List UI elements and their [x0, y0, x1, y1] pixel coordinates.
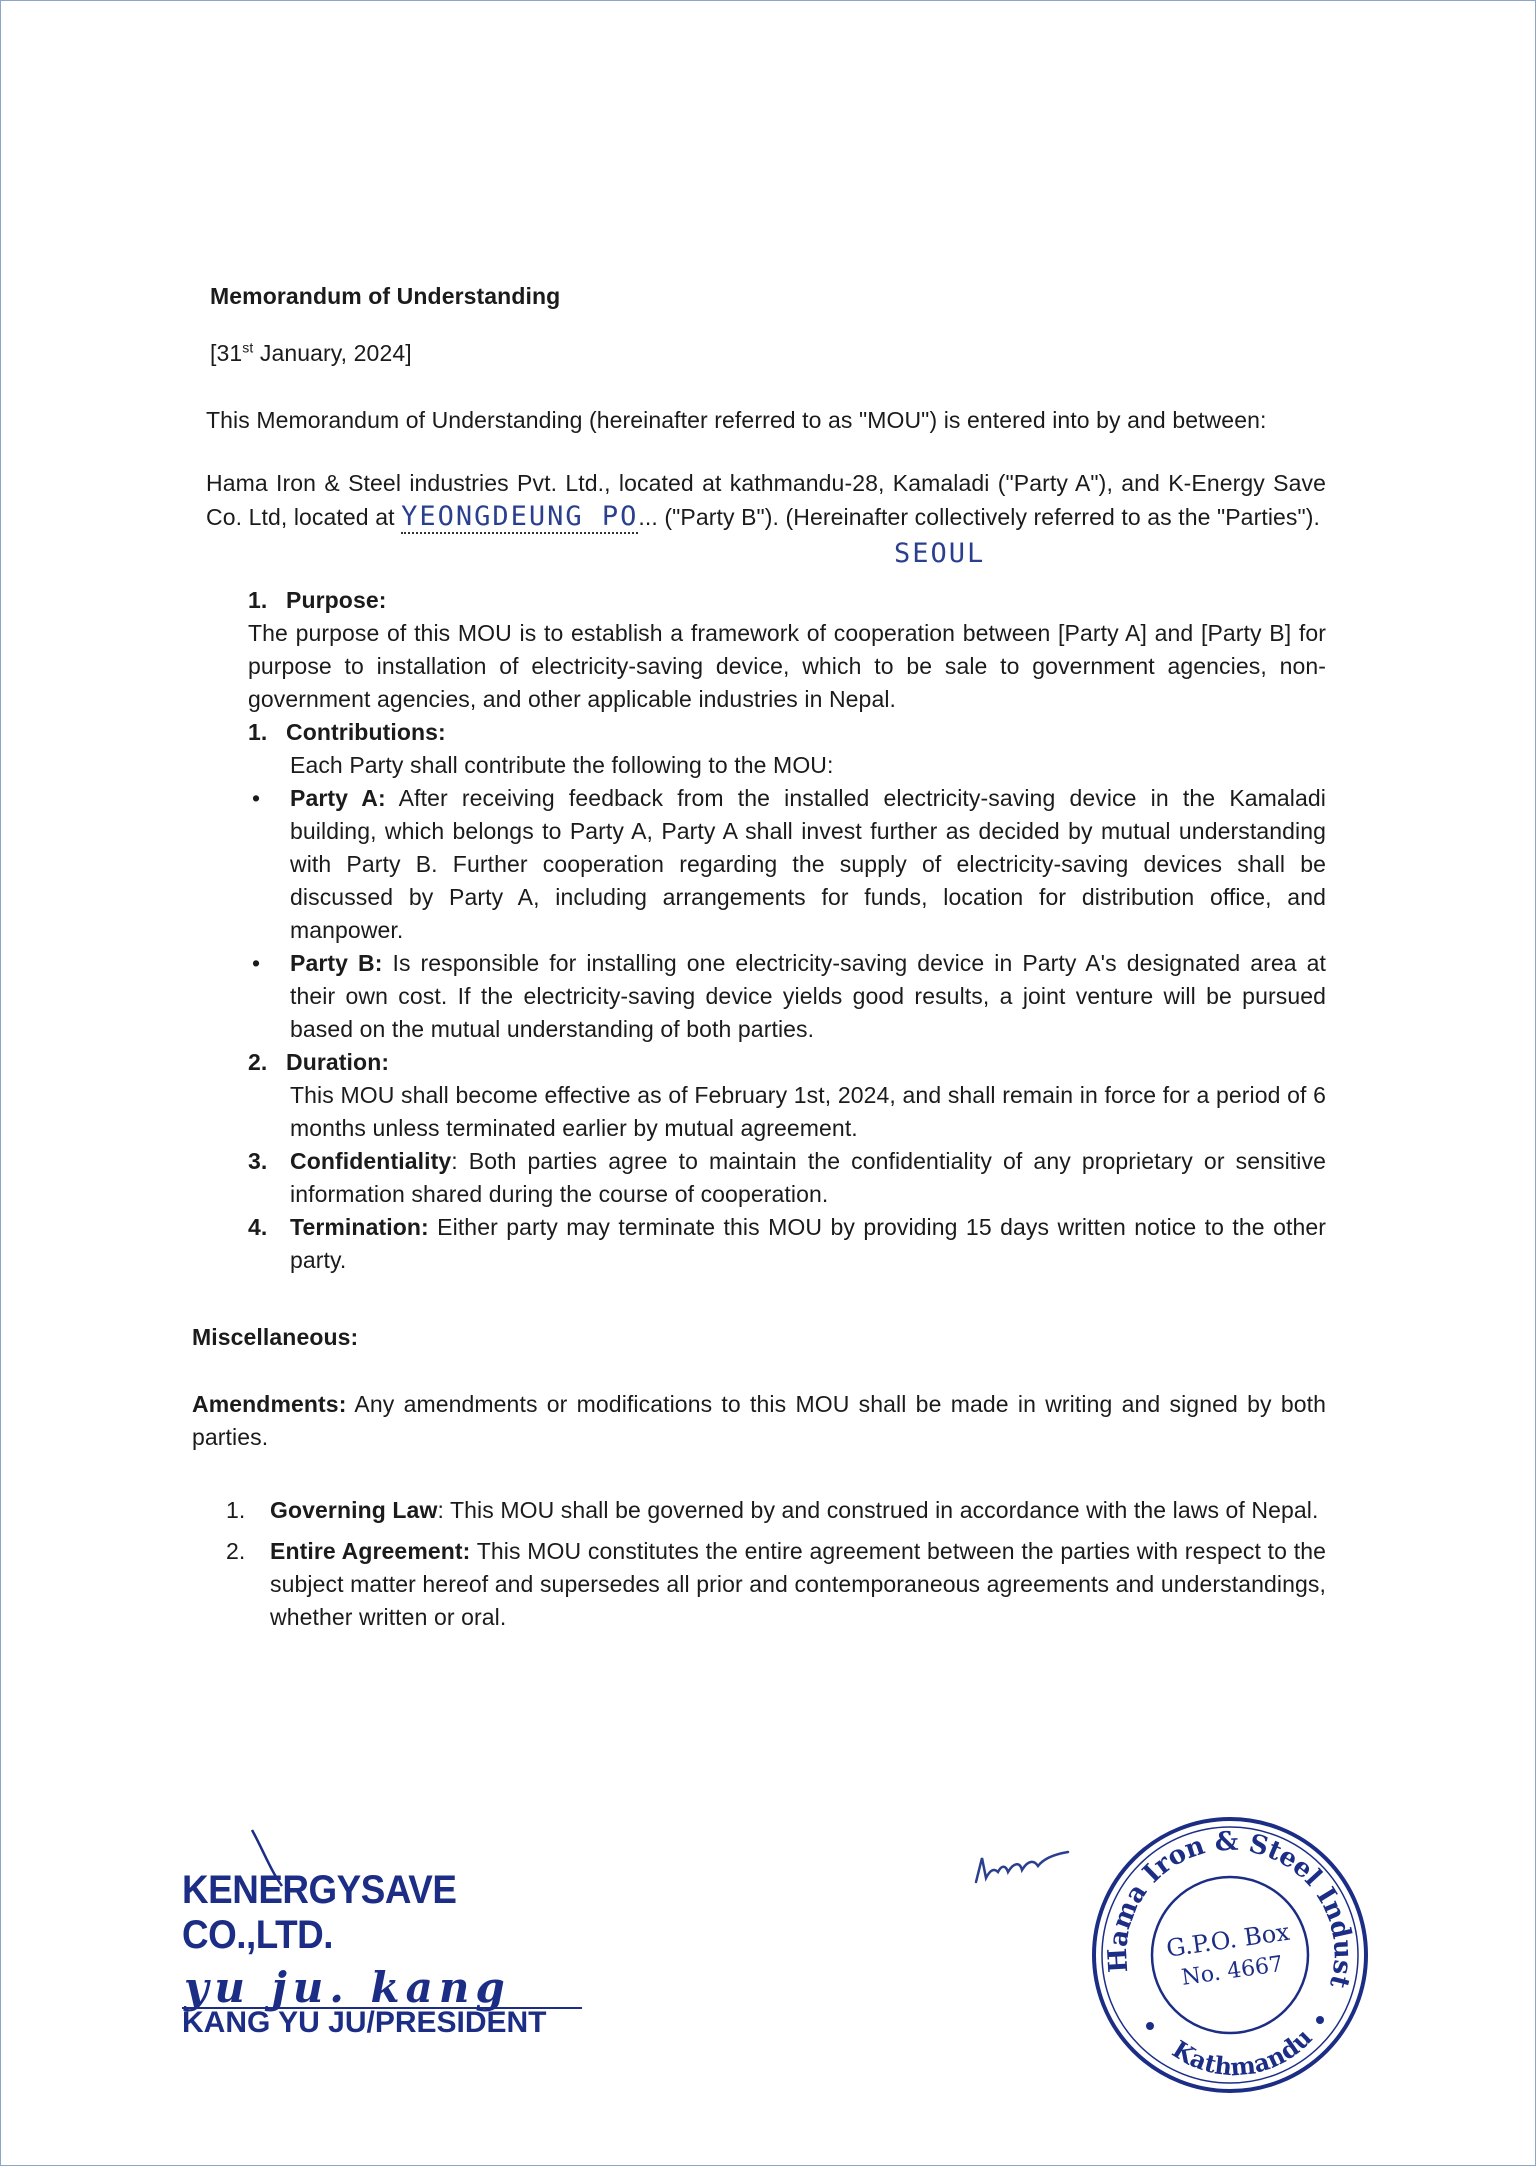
initials-signature	[972, 1848, 1072, 1892]
signatory-block	[182, 1868, 652, 2040]
section-contributions	[248, 716, 1326, 1046]
stamp-bottom-text: Kathmandu	[1167, 2022, 1318, 2082]
list-item-party-a: • Party A: After receiving feedback from the installed electricity-saving device in the Kamaladi building, which belongs to Party A, Party A shall invest further as decided by mutual understanding with Party B. Further cooperation regarding the supply of electricity-saving devices shall be discussed by Party A, including arrangements for funds, location for distribution office, and manpower.	[248, 782, 1326, 947]
section-text: Each Party shall contribute the following to the MOU:	[290, 752, 834, 778]
stamp-seal	[1080, 1800, 1380, 2100]
section-heading: 1. Purpose:	[248, 587, 387, 613]
amendments-paragraph: Amendments: Any amendments or modifications to this MOU shall be made in writing and signed by both parties.	[192, 1391, 1326, 1450]
list-item-entire-agreement: 2. Entire Agreement: This MOU constitutes the entire agreement between the parties with respect to the subject matter hereof and supersedes all prior and contemporaneous agreements and understandings, whether written or oral.	[226, 1538, 1326, 1630]
mou-document	[192, 280, 1326, 1642]
section-heading: 2. Duration:	[248, 1049, 390, 1075]
section-confidentiality: 3. Confidentiality: Both parties agree to maintain the confidentiality of any proprietary or sensitive information shared during the course of cooperation.	[248, 1148, 1326, 1207]
stamp-ring-text: Hama Iron & Steel Indust	[1102, 1826, 1358, 1992]
company-stamp	[1080, 1800, 1380, 2100]
company-name: KENERGYSAVE CO.,LTD.	[182, 1868, 457, 1957]
list-item-party-b: • Party B: Is responsible for installing one electricity-saving device in Party A's designated area at their own cost. If the electricity-saving device yields good results, a joint venture will be pursued based on the mutual understanding of both parties.	[248, 947, 1326, 1046]
section-text: The purpose of this MOU is to establish a framework of cooperation between [Party A] and [Party B] for purpose to installation of electricity-saving device, which to be sale to government agencies, non-government agencies, and other applicable industries in Nepal.	[248, 620, 1326, 712]
handwritten-city: SEOUL	[894, 538, 986, 569]
signatory-name-title: KANG YU JU/PRESIDENT	[182, 2006, 547, 2039]
parties-paragraph: Hama Iron & Steel industries Pvt. Ltd., located at kathmandu-28, Kamaladi ("Party A"), and K-Energy Save Co. Ltd, located at YEONGDEUNG PO... ("Party B"). (Hereinafter collectively referred to as the "Parties"). SEOUL	[206, 470, 1326, 569]
bullet: •	[252, 785, 261, 811]
stamp-center-line2: No. 4667	[1180, 1951, 1285, 1991]
handwritten-location: YEONGDEUNG PO	[401, 501, 639, 532]
stamp-center-line1: G.P.O. Box	[1164, 1917, 1292, 1963]
document-date: [31st January, 2024]	[210, 339, 412, 366]
signature-text: yu ju. kang	[184, 1963, 511, 2012]
section-termination: 4. Termination: Either party may terminate this MOU by providing 15 days written notice to the other party.	[248, 1214, 1326, 1273]
intro-paragraph: This Memorandum of Understanding (hereinafter referred to as "MOU") is entered into by and between:	[206, 407, 1267, 433]
misc-list	[226, 1494, 1326, 1634]
list-item-governing-law: 1. Governing Law: This MOU shall be governed by and construed in accordance with the laws of Nepal.	[226, 1497, 1319, 1523]
section-heading: 1. Contributions:	[248, 719, 446, 745]
section-duration	[248, 1046, 1326, 1145]
bullet: •	[252, 950, 261, 976]
section-purpose	[248, 584, 1326, 716]
document-title: Memorandum of Understanding	[210, 283, 561, 309]
section-text: This MOU shall become effective as of February 1st, 2024, and shall remain in force for a period of 6 months unless terminated earlier by mutual agreement.	[290, 1082, 1326, 1141]
misc-heading: Miscellaneous:	[192, 1324, 359, 1350]
